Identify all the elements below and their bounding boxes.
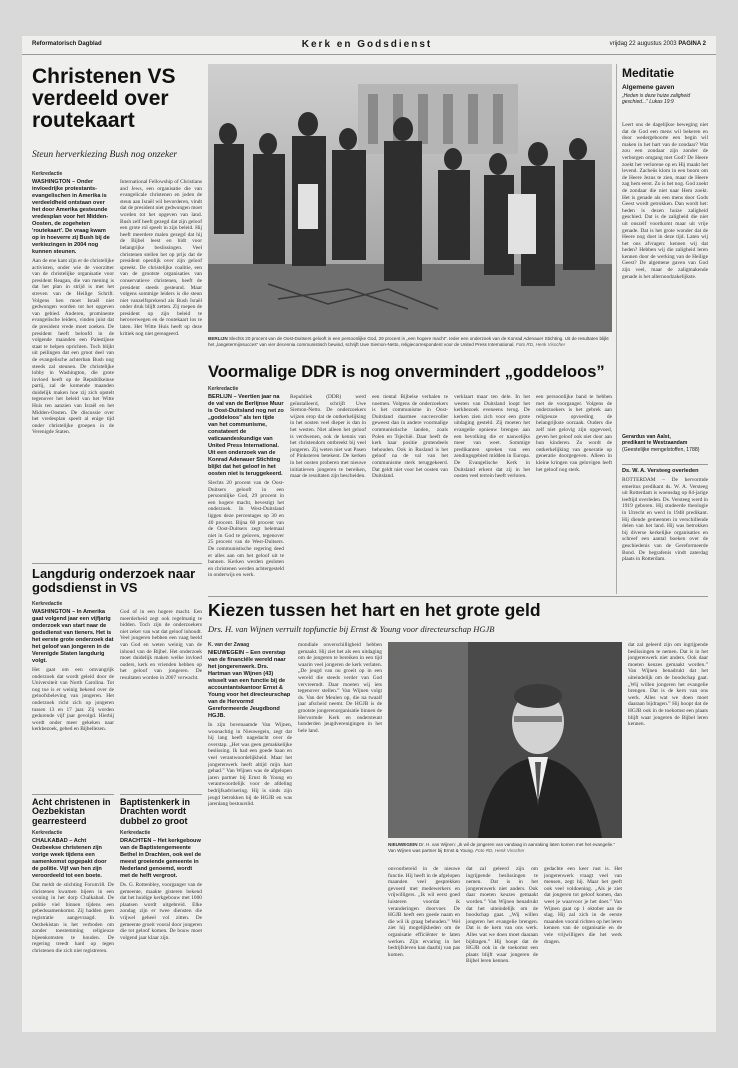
article6-lead: NIEUWEGEIN – Een overstap van de financiële wereld naar het jongerenwerk. Drs. Hartman van Wijnen (43) wisselt van een functie bij de accountantskantoor Ernst & Young voor het directeurschap van de Hervormd Gereformeerde Jeugdbond HGJB. xyxy=(208,650,291,719)
photo1-caption-label: BERLIJN xyxy=(208,336,228,341)
article2-lead: BERLIJN – Veertien jaar na de val van de Berlijnse Muur is Oost-Duitsland nog net zo „goddeloos” als ten tijde van het communisme, constateert de vaticaandeskundige van United Press International. Uit een onderzoek van de Konrad Adenauer Stichting blijkt dat het geloof in het oosten niet is teruggekeerd. xyxy=(208,394,284,477)
article4-headline: Acht christenen in Oezbekistan gearresteerd xyxy=(32,797,111,826)
meditatie-divider xyxy=(616,64,617,594)
article1-body: Aan de ene kant zijn er de christelijke activisten, onder wie de voorzitter van de christelijke organisatie voor president Reagan, die van mening is dat het plan in strijd is met het streven van de Heilige Schrift. Volgens hen moet Israël niet gedwongen worden tot het opgeven van gebied. Anderen, prominente evangelische leiders, vinden juist dat de president vrede moet zoeken. De president heeft beloofd in de volgende maanden een Palestijnse staat te helpen oprichten. Toch blijkt uit peilingen dat een groot deel van de evangelische achterban Bush nog steeds zal steunen. De christelijke lobby in Washington, die grote invloed heeft op de Republikeinse partij, zal de komende maanden duidelijk maken hoe zij zich opstelt tegenover het beleid van het Witte Huis ten aanzien van Israël en het Midden-Oosten. De discussie over het vredesplan speelt al enige tijd onder christelijke groepen in de Verenigde Staten. xyxy=(32,258,114,436)
article2-col4: verklaart maar ten dele. In het westen van Duitsland loopt het kerkbezoek eveneens terug. De kerken zien zich voor een grote uitdaging gesteld. Zij moeten het evangelie opnieuw brengen aan een bevolking die er nauwelijks meer van weet. Sommige predikanten spreken van een zendingsgebied midden in Europa. De Evangelische Kerk in Duitsland erkent dat zij in het oosten veel terrein heeft verloren. xyxy=(454,394,530,480)
paper-name: Reformatorisch Dagblad xyxy=(32,41,102,47)
article4-lead: CHALKABAD – Acht Oezbeekse christenen zijn vorige week tijdens een samenkomst opgepakt door de politie. Vijf van hen zijn veroordeeld tot een boete. xyxy=(32,838,107,879)
article4-divider xyxy=(32,794,114,795)
photo1-caption-text: Slechts 20 procent van de Oost-Duitsers gelooft in een persoonlijke God, 29 procent in „een hogere macht”. Ieder een onderzoek van de Konrad Adenauer Stichting. Uit de resultaten blijkt het „langetermijnsucces” van vier decennia communistisch bewind, schrijft Uwe Siemon-Netto, religiecorrespondent voor de United Press International. xyxy=(208,336,609,347)
page-date xyxy=(610,41,706,47)
date-text: vrijdag 22 augustus 2003 xyxy=(609,41,677,47)
signature-role: predikant te Westzaandam xyxy=(622,440,688,447)
article6-column-2 xyxy=(298,642,382,1026)
article6-column-6 xyxy=(628,642,708,1026)
meditatie-subtitle: Algemene gaven xyxy=(622,84,675,91)
article3-headline: Langdurig onderzoek naar godsdienst in VS xyxy=(32,566,196,595)
article3-col2: God of in een hogere macht. Een meerderheid zegt ook regelmatig te bidden. Toch zijn de onderzoekers niet zeker van wat dat geloof inhoudt. Veel jongeren hebben een vaag beeld van God en weten weinig van de inhoud van de Bijbel. Het onderzoek moet duidelijk maken welke invloed ouders, kerk en vrienden hebben op het geloof van jongeren. De resultaten worden in 2007 verwacht. xyxy=(120,609,202,681)
article6-column-3 xyxy=(388,866,460,1026)
article6-divider xyxy=(208,596,708,597)
obituary-body: ROTTERDAM – De hervormde emeritus predikant ds. W. A. Versteeg uit Rotterdam is woensdag op 84-jarige leeftijd overleden. Ds. Versteeg werd in 1919 geboren. Hij studeerde theologie in Utrecht en werd in 1948 predikant. Hij diende gemeenten in verschillende delen van het land. Hij was betrokken bij diverse kerkelijke organisaties en schreef een aantal boeken over de geschiedenis van de Gereformeerde Bond. De begrafenis vindt zaterdag plaats in Rotterdam. xyxy=(622,477,708,563)
article2-column-1 xyxy=(208,394,284,592)
article3-body: Het gaat om een omvangrijk onderzoek dat wordt geleid door de Universiteit van North Carolina. Tot nog toe is er weinig bekend over de geloofsbeleving van jongeren. Het onderzoek richt zich op jongeren tussen 13 en 17 jaar. Zij worden gedurende vijf jaar gevolgd. Hierbij wordt onder meer gekeken naar kerkbezoek, gebed en Bijbellezen. xyxy=(32,667,114,733)
article3-column-2 xyxy=(120,609,202,789)
article2-column-3 xyxy=(372,394,448,592)
article1-col2: International Fellowship of Christians and Jews, een organisatie die van evangelicale christenen en joden de steun aan Israël wil bevorderen, vindt dat de president niet gedwongen moet worden tot het opgeven van land. Bush zelf heeft gezegd dat zijn geloof een grote rol speelt in zijn beleid. Hij heeft meerdere malen gezegd dat hij de Bijbel leest en bidt voor belangrijke beslissingen. Veel christenen stellen het op prijs dat de president openlijk over zijn geloof spreekt. De christelijke coalitie, een van de grootste organisaties van conservatieve christenen, heeft de president steeds gesteund. Maar volgens sommige leiders is die steun niet vanzelfsprekend als Bush Israël onder druk blijft zetten. Zij roepen de president op zijn beleid te heroverwegen en de routekaart los te laten. Het Witte Huis heeft op deze kritiek nog niet gereageerd. xyxy=(120,179,202,337)
berlin-crowd-photo xyxy=(208,64,612,332)
article6-column-1 xyxy=(208,650,292,1026)
meditatie-body xyxy=(622,122,708,428)
article4-body: Dat meldt de stichting Forum18. De christenen kwamen bijeen in een woning in het dorp Chalkabad. De politie viel binnen tijdens een gebedssamenkomst. Zij hadden geen registratie aangevraagd. In Oezbekistan is het verboden om zonder toestemming religieuze bijeenkomsten te houden. De regering treedt hard op tegen christenen die zich niet registreren. xyxy=(32,882,114,954)
article5-byline: Kerkredactie xyxy=(120,830,151,836)
article5-divider xyxy=(120,794,202,795)
meditatie-quote: „Heden is deze huize zaligheid geschied...” Lukas 19:9 xyxy=(622,93,691,106)
article6-deck: Drs. H. van Wijnen verruilt topfunctie bij Ernst & Young voor directeurschap HGJB xyxy=(208,624,495,634)
article2-column-2 xyxy=(290,394,366,592)
article1-column-1 xyxy=(32,179,114,559)
article5-body: Ds. G. Rottenbley, voorganger van de gemeente, maakte gisteren bekend dat het huidige kerkgebouw met 1000 plaatsen wordt uitgebreid. Elke zondag zijn er twee diensten die vrijwel geheel vol zitten. De gemeente groeit vooral door jongeren die tot geloof komen. De bouw moet volgend jaar klaar zijn. xyxy=(120,882,202,941)
newspaper-page xyxy=(22,36,716,1032)
signature-name: Gerardus van Aalst, xyxy=(622,434,671,440)
article1-column-2 xyxy=(120,179,202,559)
obituary-divider xyxy=(622,464,708,465)
article6-col3: onvoorbereid in de nieuwe functie. Hij heeft in de afgelopen maanden veel gesprekken gevoerd met medewerkers en vrijwilligers. „Ik wil eerst goed luisteren voordat ik veranderingen doorvoer. De HGJB heeft een goede naam en die wil ik graag behouden.” Wel ziet hij mogelijkheden om de organisatie efficiënter te laten werken. Zijn ervaring in het bedrijfsleven kan daarbij van pas komen. xyxy=(388,866,460,958)
article6-col2: mondiale onverschilligheid hebben gemaakt. Hij ziet het als een uitdaging om de jongeren te bereiken in een tijd waarin veel jongeren de kerk verlaten. „De jeugd van nu groeit op in een wereld die steeds verder van God vervreemdt. Daar moeten wij iets tegenover stellen.” Van Wijnen volgt ds. Van der Meulen op, die na twaalf jaar afscheid neemt. De HGJB is de grootste jongerenorganisatie binnen de Hervormde Kerk en ondersteunt honderden jeugdverenigingen in het hele land. xyxy=(298,642,382,734)
photo2-caption xyxy=(388,842,622,854)
photo2-caption-text: Dr. H. van Wijnen: „Ik wil de jongeren van vandaag in aanraking laten komen met het evangelie.” Van Wijnen was partner bij Ernst & Young. xyxy=(388,842,615,853)
masthead xyxy=(22,36,716,55)
article3-column-1 xyxy=(32,609,114,789)
photo2-credit: Foto RD, Henk Visscher xyxy=(475,847,525,853)
article3-divider xyxy=(32,563,202,564)
meditatie-signature xyxy=(622,434,708,453)
article1-deck: Steun herverkiezing Bush nog onzeker xyxy=(32,150,178,160)
article4-body-column xyxy=(32,838,114,1026)
signature-source: (Geestelijke mengelstoffen, 1788) xyxy=(622,446,700,453)
obituary-lead: Ds. W. A. Versteeg overleden xyxy=(622,468,699,474)
article5-body-column xyxy=(120,838,202,1026)
article2-col5: een persoonlijke band te hebben met de voorganger. Volgens de onderzoekers is het gebrek aan religieuze opvoeding de belangrijkste oorzaak. Ouders die zelf niet gelovig zijn opgevoed, geven het geloof ook niet door aan hun kinderen. Zo wordt de ontkerkelijking van generatie op generatie doorgegeven. Alleen in kleine kringen van gelovigen leeft het geloof nog sterk. xyxy=(536,394,612,473)
portrait-illustration-icon xyxy=(388,642,622,838)
obituary xyxy=(622,468,708,592)
article4-byline: Kerkredactie xyxy=(32,830,63,836)
article1-headline: Christenen VS verdeeld over routekaart xyxy=(32,65,176,133)
photo-illustration-icon xyxy=(208,64,612,332)
article2-byline: Kerkredactie xyxy=(208,386,239,392)
portrait-photo xyxy=(388,642,622,838)
photo1-caption xyxy=(208,336,612,348)
meditatie-title: Meditatie xyxy=(622,66,675,80)
photo2-caption-label: NIEUWEGEIN xyxy=(388,842,418,847)
article6-col6: dat zal geleerd zijn om ingrijpende beslissingen te nemen. Dat is in het jongerenwerk niet anders. Ook daar moeten keuzes gemaakt worden.” Van Wijnen benadrukt dat het uiteindelijk om de boodschap gaat. „Wij willen jongeren het evangelie brengen. Dat is de kern van ons werk. Alles wat we doen moet daaraan bijdragen.” Hij hoopt dat de HGJB ook in de toekomst een plaats blijft waar jongeren de Bijbel leren kennen. xyxy=(628,642,708,728)
article5-lead: DRACHTEN – Het kerkgebouw van de Baptistengemeente Bethel in Drachten, ook wel de meest groeiende gemeente in Nederland genoemd, wordt met de helft vergroot. xyxy=(120,838,202,879)
article6-col5: gedachte een keer rust is. Het jongerenwerk vraagt veel van mensen, zegt hij. Maar het geeft ook veel voldoening. „Als je ziet dat jongeren tot geloof komen, dan weet je waarvoor je het doet.” Van Wijnen gaat op 1 oktober aan de slag. Hij zal zich in de eerste maanden vooral richten op het leren kennen van de organisatie en de vele vrijwilligers die het werk dragen. xyxy=(544,866,622,945)
photo1-credit: Foto RD, Henk Visscher xyxy=(515,341,566,347)
article6-headline: Kiezen tussen het hart en het grote geld xyxy=(208,600,541,620)
article2-col3: een tiental Bijbelse verhalen te noemen. Volgens de onderzoekers is het communisme in Oost-Duitsland daarmee succesvoller geweest dan in andere voormalige communistische landen, zoals Polen en Tsjechië. Daar heeft de kerk haar positie grotendeels behouden. Ook in Rusland is het geloof na de val van het communisme sterk teruggekeerd. Dat geldt niet voor het oosten van Duitsland. xyxy=(372,394,448,480)
page-number: PAGINA 2 xyxy=(678,41,706,47)
article3-lead: WASHINGTON – In Amerika gaat volgend jaar een vijfjarig onderzoek van start naar de godsdienst van tieners. Het is het eerste grote onderzoek dat het geloof van jongeren in de Verenigde Staten langdurig volgt. xyxy=(32,609,114,664)
article2-col1: Slechts 20 procent van de Oost-Duitsers gelooft in een persoonlijke God, 29 procent in een hogere macht, bevestigt het onderzoek. In West-Duitsland liggen deze percentages op 30 en 40 procent. Bijna 60 procent van de Oost-Duitsers zegt helemaal niet in God te geloven, tegenover 25 procent van de West-Duitsers. De communistische regering deed er alles aan om het geloof uit te bannen. Kerken werden gesloten en christenen werden achtergesteld in onderwijs en werk. xyxy=(208,480,284,579)
article6-col4: dat zal geleerd zijn om ingrijpende beslissingen te nemen. Dat is in het jongerenwerk niet anders. Ook daar moeten keuzes gemaakt worden.” Van Wijnen benadrukt dat het uiteindelijk om de boodschap gaat. „Wij willen jongeren het evangelie brengen. Dat is de kern van ons werk. Alles wat we doen moet daaraan bijdragen.” Hij hoopt dat de HGJB ook in de toekomst een plaats blijft waar jongeren de Bijbel leren kennen. xyxy=(466,866,538,965)
article1-lead: WASHINGTON – Onder invloedrijke protestants-evangelischen in Amerika is verdeeldheid ontstaan over het door Amerika gesteunde vredesplan voor het Midden-Oosten, de zogeheten 'routekaart'. De vraag kwam op in hoeverre zij Bush bij de verkiezingen in 2004 nog kunnen steunen. xyxy=(32,179,110,255)
article6-byline: K. van der Zwaag xyxy=(208,642,250,648)
article2-col2: Republiek (DDR) werd geïnstalleerd, schrijft Uwe Siemon-Netto. De onderzoekers wijzen erop dat de ontkerkelijking in het oosten veel dieper is dan in het westen. Niet alleen het geloof is verdwenen, ook de kennis van het christendom ontbreekt bij veel jongeren. Zij weten niet wat Pasen of Pinksteren betekent. De kerken in het oosten proberen met nieuwe initiatieven jongeren te bereiken, maar de resultaten zijn bescheiden. xyxy=(290,394,366,480)
article2-column-4 xyxy=(454,394,530,592)
article6-col1: In zijn bovenaamde Van Wijnen, woonachtig in Nieuwegein, zegt dat hij lang heeft nagedacht over de overstap. „Het was geen gemakkelijke beslissing. Ik had een goede baan en veel verantwoordelijkheid. Maar het jongerenwerk heeft altijd mijn hart gehad.” Van Wijnen was de afgelopen jaren partner bij Ernst & Young en verantwoordelijk voor de afdeling bedrijfsadvisering. Hij is sinds zijn jeugd betrokken bij de HGJB en was jarenlang bestuurslid. xyxy=(208,722,292,808)
article3-byline: Kerkredactie xyxy=(32,601,63,607)
article1-byline: Kerkredactie xyxy=(32,171,63,177)
meditatie-text: Leert ons de dagelijkse beweging niet dat de God een mens wil bekeren en door wedergeboorte een begin wil maken in het hart van de zondaar? Wat zou een zondaar zijn zonder de verborgen omgang met God? De Heere zoekt het verlorene op en Hij maakt het levend. Zacheüs klom in een boom om de Heere Jezus te zien, maar de Heere zag hem eerst. Zo is het nog. God zoekt de zondaar die niet naar Hem zoekt. Het is genade als een mens door Gods Geest wordt getrokken. Dan wordt het: heden is dezen huize zaligheid geschied. Dat is de zaligheid die niet uit onszelf voortkomt maar uit vrije genade. Dat is het grote wonder dat de Heere nog doet in deze tijd. Laten wij het ons afvragen: kennen wij dat heden? Hebben wij die zaligheid leren kennen door de werking van de Heilige Geest? De algemene gaven van God zijn veel, maar de zaligmakende genade is het allernoodzakelijkste. xyxy=(622,122,708,280)
article6-column-5a xyxy=(544,866,622,1026)
section-title: Kerk en Godsdienst xyxy=(301,39,433,50)
article6-column-4 xyxy=(466,866,538,1026)
article2-headline: Voormalige DDR is nog onvermindert „goddeloos” xyxy=(208,363,605,381)
article2-column-5 xyxy=(536,394,612,592)
article5-headline: Baptistenkerk in Drachten wordt dubbel zo groot xyxy=(120,797,191,826)
